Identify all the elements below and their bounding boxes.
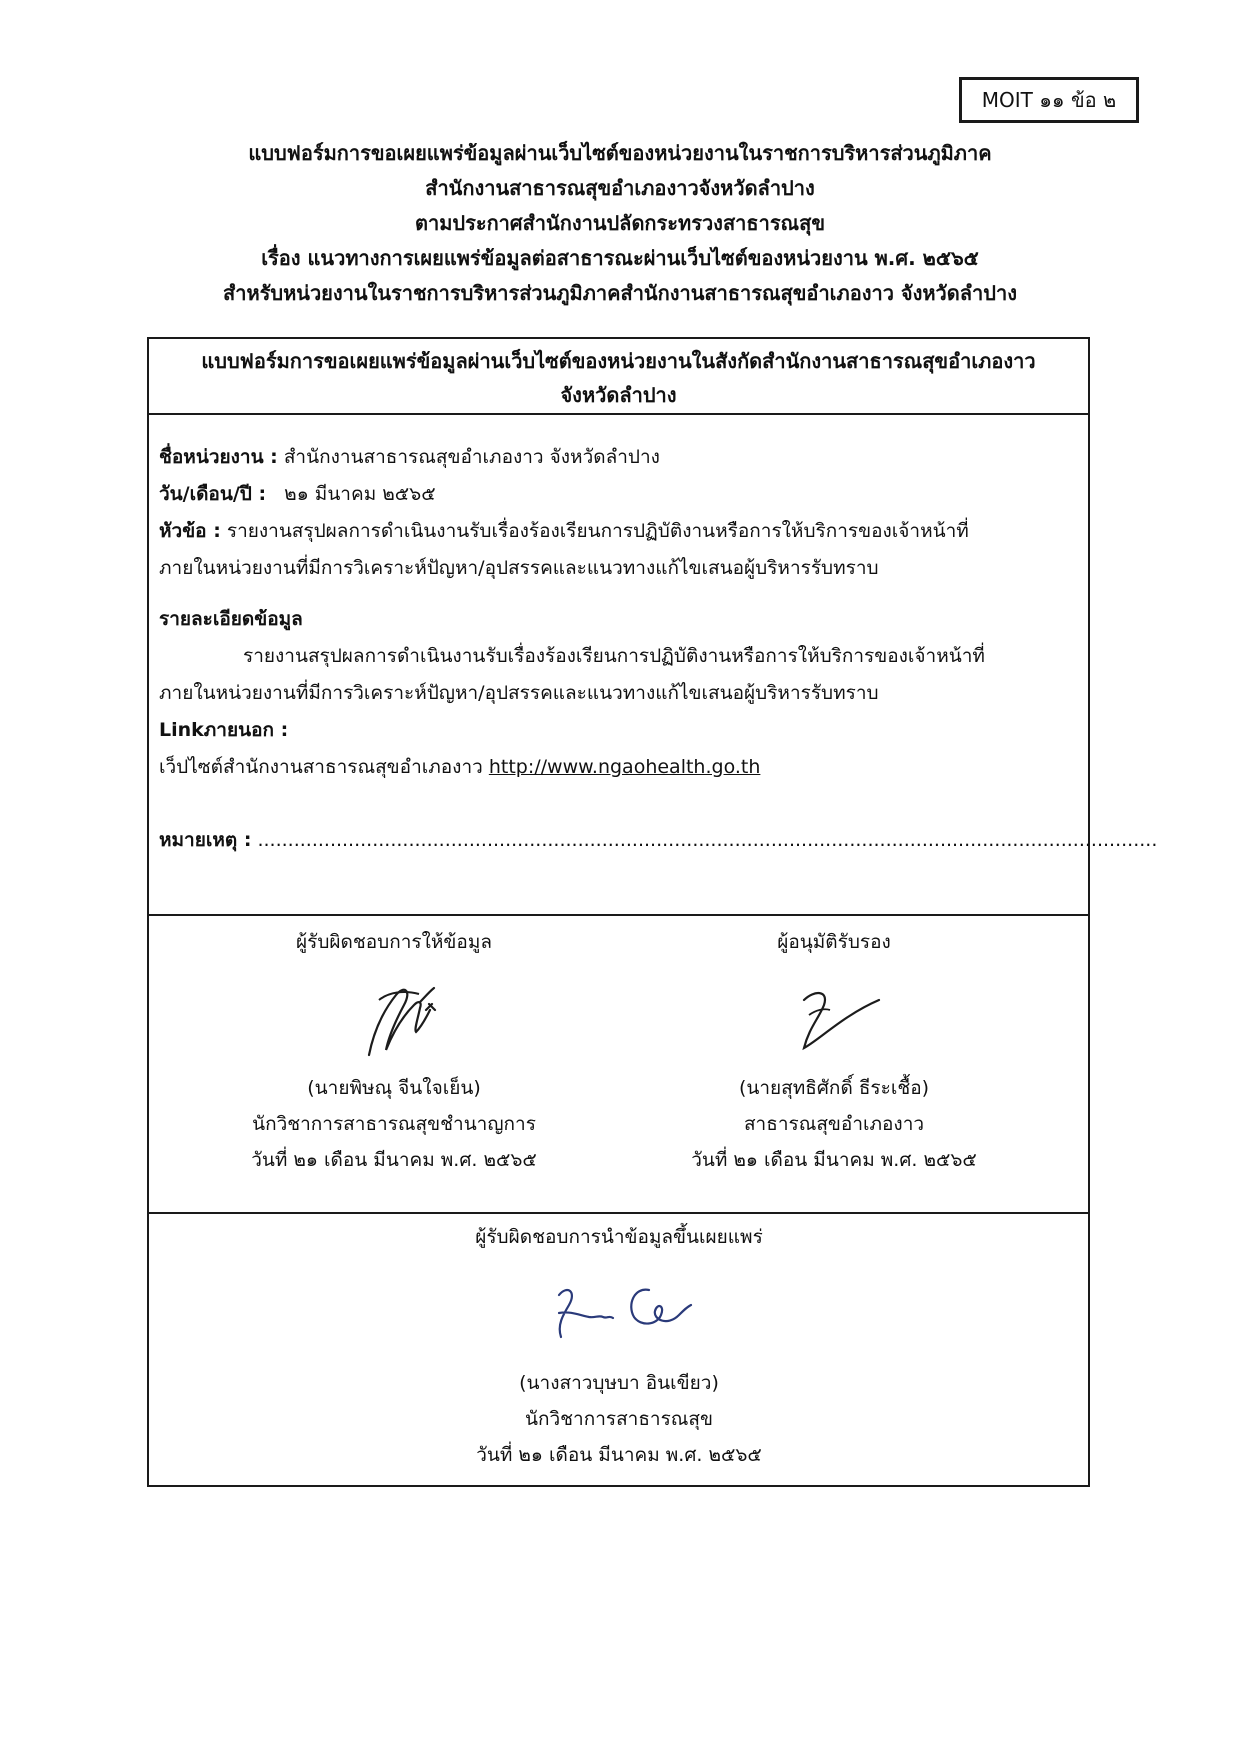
header-line-5: สำหรับหน่วยงานในราชการบริหารส่วนภูมิภาคสำนักงานสาธารณสุขอำเภองาว จังหวัดลำปาง <box>223 281 1017 305</box>
date-label: วัน/เดือน/ปี : <box>159 483 267 505</box>
right-name: (นายสุทธิศักดิ์ ธีระเชื้อ) <box>738 1077 930 1099</box>
website-link[interactable]: http://www.ngaohealth.go.th <box>488 756 761 778</box>
publisher-position: นักวิชาการสาธารณสุข <box>524 1408 714 1430</box>
topic-value-1: รายงานสรุปผลการดำเนินงานรับเรื่องร้องเรียนการปฏิบัติงานหรือการให้บริการของเจ้าหน้าที่ <box>226 520 969 542</box>
topic-row <box>159 513 1079 550</box>
form-code: MOIT ๑๑ ข้อ ๒ <box>981 88 1117 112</box>
detail-line-1: รายงานสรุปผลการดำเนินงานรับเรื่องร้องเรียนการปฏิบัติงานหรือการให้บริการของเจ้าหน้าที่ <box>243 645 985 667</box>
form-title-line-1: แบบฟอร์มการขอเผยแพร่ข้อมูลผ่านเว็บไซต์ของหน่วยงานในสังกัดสำนักงานสาธารณสุขอำเภองาว <box>201 349 1036 373</box>
date-value: ๒๑ มีนาคม ๒๕๖๕ <box>284 483 436 505</box>
detail-line-2: ภายในหน่วยงานที่มีการวิเคราะห์ปัญหา/อุปสรรคและแนวทางแก้ไขเสนอผู้บริหารรับทราบ <box>159 682 879 704</box>
detail-label: รายละเอียดข้อมูล <box>159 608 303 630</box>
right-signature-image <box>774 960 894 1070</box>
unit-value: สำนักงานสาธารณสุขอำเภองาว จังหวัดลำปาง <box>283 446 660 468</box>
form-title <box>149 339 1088 415</box>
left-signature-image <box>334 960 454 1070</box>
website-text: เว็ปไซต์สำนักงานสาธารณสุขอำเภองาว <box>159 756 483 778</box>
form-title-line-2: จังหวัดลำปาง <box>560 383 677 407</box>
unit-row <box>159 439 1079 476</box>
request-form <box>147 337 1158 1487</box>
header-line-1: แบบฟอร์มการขอเผยแพร่ข้อมูลผ่านเว็บไซต์ของหน่วยงานในราชการบริหารส่วนภูมิภาค <box>248 141 992 165</box>
publisher-divider <box>149 1212 1088 1214</box>
topic-value-2: ภายในหน่วยงานที่มีการวิเคราะห์ปัญหา/อุปสรรคและแนวทางแก้ไขเสนอผู้บริหารรับทราบ <box>159 557 879 579</box>
form-info <box>159 439 1158 859</box>
left-position: นักวิชาการสาธารณสุขชำนาญการ <box>252 1113 536 1135</box>
note-label: หมายเหตุ : <box>159 829 252 851</box>
note-value: ..................................................................................................................................................... <box>257 829 1158 851</box>
topic-label: หัวข้อ : <box>159 520 221 542</box>
left-date: วันที่ ๒๑ เดือน มีนาคม พ.ศ. ๒๕๖๕ <box>251 1149 537 1171</box>
unit-label: ชื่อหน่วยงาน : <box>159 446 278 468</box>
signature-left <box>234 924 554 1178</box>
website-row <box>159 749 1079 786</box>
document-header <box>0 136 1240 311</box>
signature-divider <box>149 914 1088 916</box>
right-date: วันที่ ๒๑ เดือน มีนาคม พ.ศ. ๒๕๖๕ <box>691 1149 977 1171</box>
publisher-name: (นางสาวบุษบา อินเขียว) <box>519 1372 719 1394</box>
form-code-box <box>959 77 1139 123</box>
header-line-4: เรื่อง แนวทางการเผยแพร่ข้อมูลต่อสาธารณะผ่านเว็บไซต์ของหน่วยงาน พ.ศ. ๒๕๖๕ <box>261 246 979 270</box>
publisher-date: วันที่ ๒๑ เดือน มีนาคม พ.ศ. ๒๕๖๕ <box>476 1444 762 1466</box>
note-row <box>159 822 1158 859</box>
date-row <box>159 476 1079 513</box>
signature-publisher <box>459 1219 779 1473</box>
publisher-role: ผู้รับผิดชอบการนำข้อมูลขึ้นเผยแพร่ <box>475 1226 763 1248</box>
left-name: (นายพิษณุ จีนใจเย็น) <box>307 1077 481 1099</box>
left-role: ผู้รับผิดชอบการให้ข้อมูล <box>296 931 492 953</box>
header-line-2: สำนักงานสาธารณสุขอำเภองาวจังหวัดลำปาง <box>425 176 815 200</box>
signature-right <box>674 924 994 1178</box>
right-role: ผู้อนุมัติรับรอง <box>777 931 891 953</box>
publisher-signature-image <box>529 1255 709 1365</box>
link-label: Linkภายนอก : <box>159 719 289 741</box>
header-line-3: ตามประกาศสำนักงานปลัดกระทรวงสาธารณสุข <box>414 211 825 235</box>
right-position: สาธารณสุขอำเภองาว <box>743 1113 925 1135</box>
